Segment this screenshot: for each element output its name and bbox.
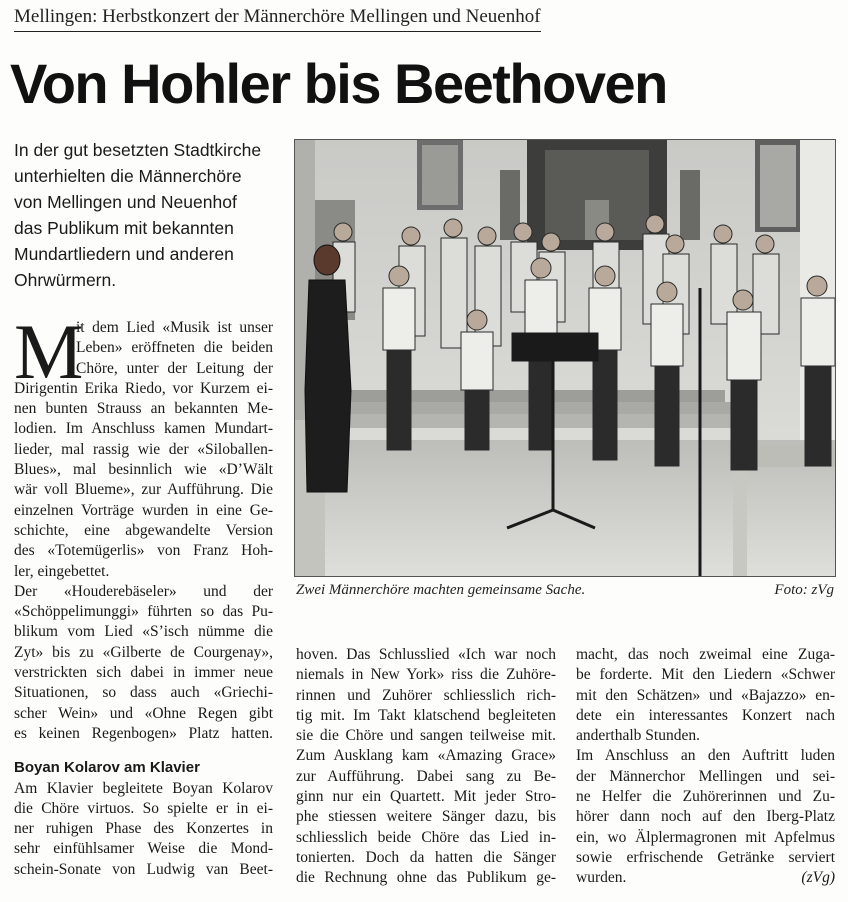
body-line: hörer dann noch auf den Iberg-Platz	[576, 808, 835, 826]
body-line: zur Aufführung. Dabei sang zu Be-	[296, 767, 556, 785]
body-line: einzelnen Vorträge wurden in eine Ge-	[14, 501, 273, 519]
body-line: be forderte. Mit den Liedern «Schwer	[576, 666, 835, 684]
body-line: Chöre, unter der Leitung der	[76, 359, 273, 377]
body-line: Zyt» bis zu «Gilberte de Courgenay»,	[14, 643, 273, 661]
body-line: ne Helfer die Zuhörerinnen und Zu-	[576, 788, 835, 806]
body-line: die Rechnung ohne das Publikum ge-	[296, 869, 556, 887]
body-line: rinnen und Zuhörer schliesslich rich-	[296, 686, 556, 704]
body-line: sowie erfrischende Getränke serviert	[576, 848, 835, 866]
signoff: (zVg)	[801, 869, 835, 887]
body-line: ein, wo Älplermagronen mit Apfelmus	[576, 828, 835, 846]
body-line: Situationen, so dass auch «Griechi-	[14, 684, 273, 702]
body-line: Zum Ausklang kam «Amazing Grace»	[296, 747, 556, 765]
body-line: ner ruhigen Phase des Konzertes in	[14, 820, 273, 838]
body-line: it dem Lied «Musik ist unser	[76, 319, 273, 336]
body-line: Der «Houderebäseler» und der	[14, 582, 273, 600]
body-line: wär voll Blueme», zur Aufführung. Die	[14, 481, 273, 499]
article-headline: Von Hohler bis Beethoven	[10, 52, 667, 115]
body-line: schliesslich beide Chöre das Lied in-	[296, 828, 556, 846]
photo-credit: Foto: zVg	[774, 582, 834, 598]
photo-caption	[296, 582, 834, 599]
body-line: Dirigentin Erika Riedo, vor Kurzem ei-	[14, 379, 273, 397]
body-line: niemals in New York» riss die Zuhöre-	[296, 666, 556, 684]
body-line: schein-Sonate von Ludwig van Beet-	[14, 860, 273, 878]
body-line: die Chöre virtuos. So spielte er in ei-	[14, 799, 273, 817]
body-line: Blues», mal besinnlich wie «D’Wält	[14, 461, 273, 479]
body-line: lieder, mal rassig wie der «Siloballen-	[14, 440, 273, 458]
body-column-2	[296, 645, 556, 889]
article-kicker: Mellingen: Herbstkonzert der Männerchöre Mellingen und Neuenhof	[14, 6, 541, 32]
lead-line: In der gut besetzten Stadtkirche	[14, 140, 262, 160]
body-line: Im Anschluss an den Auftritt luden	[576, 747, 835, 765]
body-line: sehr einfühlsamer Weise die Mond-	[14, 840, 273, 858]
body-line: der Männerchor Mellingen und sei-	[576, 767, 835, 785]
body-line: Am Klavier begleitete Boyan Kolarov	[14, 779, 273, 797]
dropcap: M	[14, 308, 84, 395]
body-line: blikum vom Lied «S’isch nümme die	[14, 623, 273, 641]
subheading: Boyan Kolarov am Klavier	[14, 759, 200, 777]
body-line: phe stiessen weitere Sänger dazu, bis	[296, 808, 556, 826]
photo-caption-text: Zwei Männerchöre machten gemeinsame Sache.	[296, 582, 586, 598]
body-line	[576, 868, 835, 888]
body-line: dete ein interessantes Konzert nach	[576, 706, 835, 724]
body-column-1	[14, 308, 273, 880]
body-line: tonierten. Doch da hatten die Sänger	[296, 848, 556, 866]
body-line: schichte, eine abgewandelte Version	[14, 521, 273, 539]
body-line: Leben» eröffneten die beiden	[76, 339, 273, 357]
lead-line: von Mellingen und Neuenhof	[14, 192, 237, 212]
body-line: ginn nur ein Quartett. Mit jeder Stro-	[296, 788, 556, 806]
body-line: es keinen Regenbogen» Platz hatten.	[14, 724, 273, 742]
body-line: nen bunten Strauss an bekannten Me-	[14, 400, 273, 418]
choir-photo-illustration	[295, 140, 835, 576]
lead-line: unterhielten die Männerchöre	[14, 166, 242, 186]
body-column-3	[576, 645, 835, 889]
article-lead	[14, 137, 284, 293]
lead-line: Ohrwürmern.	[14, 270, 117, 290]
body-line: anderthalb Stunden.	[576, 727, 700, 745]
body-line: lodien. Im Anschluss kamen Mundart-	[14, 420, 273, 438]
body-line: ler, eingebettet.	[14, 562, 110, 580]
body-line: des «Totemügerlis» von Franz Hoh-	[14, 542, 273, 560]
lead-line: Mundartliedern und anderen	[14, 244, 234, 264]
lead-line: das Publikum mit bekannten	[14, 218, 234, 238]
body-line: verstrickten sich dabei in immer neue	[14, 664, 273, 682]
body-line: «Schöppelimunggi» führten so das Pu-	[14, 603, 273, 621]
body-line: scher Wein» und «Ohne Regen gibt	[14, 704, 273, 722]
body-line: mit den Schätzen» und «Bajazzo» en-	[576, 686, 835, 704]
body-line: sie die Chöre und sangen teilweise mit.	[296, 727, 556, 745]
body-line: hoven. Das Schlusslied «Ich war noch	[296, 646, 556, 663]
body-line: tig mit. Im Takt klatschend begleiteten	[296, 706, 556, 724]
choir-photo	[294, 139, 836, 577]
body-line-text: wurden.	[576, 869, 627, 887]
body-line: macht, das noch zweimal eine Zuga-	[576, 646, 835, 663]
